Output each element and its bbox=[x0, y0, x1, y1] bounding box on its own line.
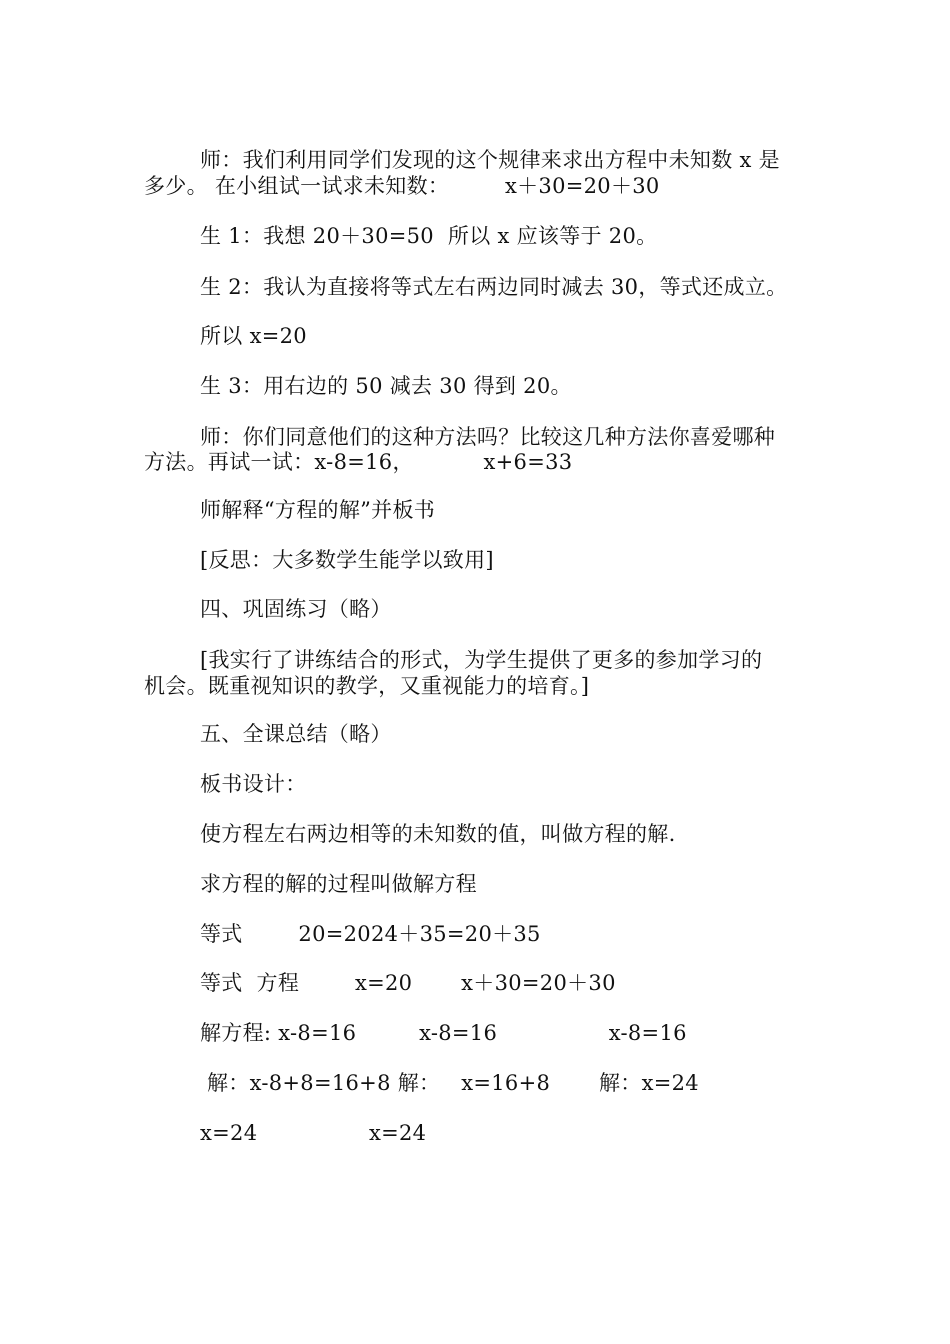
paragraph-line: 生 2：我认为直接将等式左右两边同时减去 30，等式还成立。 bbox=[200, 275, 788, 299]
paragraph-line: 所以 x=20 bbox=[200, 324, 307, 348]
paragraph-line: 师：你们同意他们的这种方法吗？比较这几种方法你喜爱哪种 bbox=[200, 425, 776, 449]
equation-line: 解：x-8+8=16+8 解： x=16+8 解：x=24 bbox=[200, 1071, 699, 1095]
paragraph-line: 生 1：我想 20＋30=50 所以 x 应该等于 20。 bbox=[200, 224, 658, 248]
section-heading: 四、巩固练习（略） bbox=[200, 597, 392, 621]
paragraph-line: 师解释“方程的解”并板书 bbox=[200, 498, 436, 522]
paragraph-line: 机会。既重视知识的教学，又重视能力的培育。] bbox=[144, 674, 590, 698]
paragraph-line: 求方程的解的过程叫做解方程 bbox=[200, 872, 477, 896]
equation-line: 等式 方程 x=20 x＋30=20＋30 bbox=[200, 971, 616, 995]
paragraph-line: [反思：大多数学生能学以致用] bbox=[200, 548, 494, 572]
section-heading: 板书设计： bbox=[200, 772, 307, 796]
paragraph-line: 师：我们利用同学们发现的这个规律来求出方程中未知数 x 是 bbox=[200, 148, 780, 172]
equation-line: x=24 x=24 bbox=[200, 1121, 427, 1145]
equation-line: 解方程: x-8=16 x-8=16 x-8=16 bbox=[200, 1021, 687, 1045]
paragraph-line: 生 3：用右边的 50 减去 30 得到 20。 bbox=[200, 374, 572, 398]
paragraph-line: [我实行了讲练结合的形式，为学生提供了更多的参加学习的 bbox=[200, 648, 763, 672]
paragraph-line: 方法。再试一试：x-8=16， x+6=33 bbox=[144, 450, 573, 474]
paragraph-line: 使方程左右两边相等的未知数的值，叫做方程的解. bbox=[200, 822, 676, 846]
section-heading: 五、全课总结（略） bbox=[200, 722, 392, 746]
equation-line: 等式 20=2024＋35=20＋35 bbox=[200, 922, 541, 946]
paragraph-line: 多少。 在小组试一试求未知数： x＋30=20＋30 bbox=[144, 174, 660, 198]
